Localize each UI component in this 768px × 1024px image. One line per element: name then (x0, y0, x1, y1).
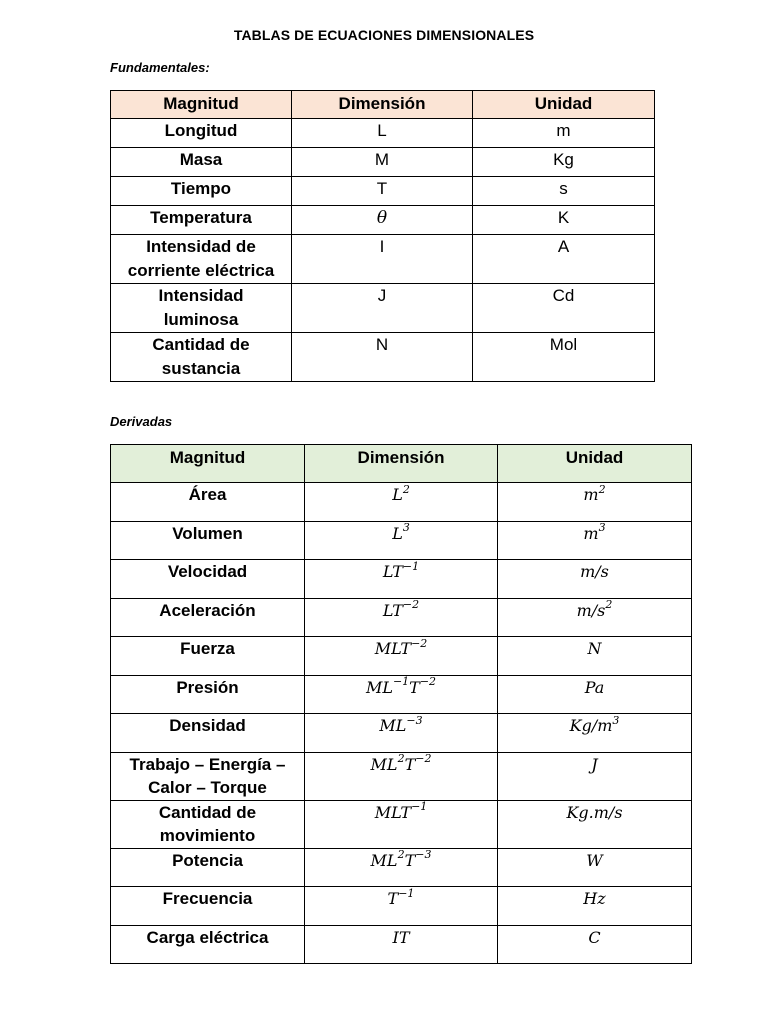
symbol: ML (370, 850, 398, 870)
unidad-cell (498, 675, 692, 714)
unidad-cell: Cd (473, 284, 655, 333)
table-row (111, 848, 692, 887)
unidad-cell (498, 848, 692, 887)
magnitud-cell (111, 752, 305, 800)
fundamentales-heading: Fundamentales: (110, 60, 210, 75)
magnitud-cell: Presión (111, 675, 305, 714)
derivadas-heading: Derivadas (110, 414, 173, 429)
exponent: −1 (398, 886, 415, 900)
magnitud-cell: Tiempo (111, 177, 292, 206)
magnitud-cell: Temperatura (111, 206, 292, 235)
table-row (111, 521, 692, 560)
magnitud-cell: Carga eléctrica (111, 925, 305, 964)
dimension-cell (305, 752, 498, 800)
magnitud-cell: Aceleración (111, 598, 305, 637)
magnitud-cell: Fuerza (111, 637, 305, 676)
dimension-cell (305, 925, 498, 964)
table-row (111, 637, 692, 676)
symbol: T (387, 889, 399, 908)
dimension-cell (305, 521, 498, 560)
dimension-cell (305, 848, 498, 887)
symbol: Hz (583, 889, 606, 908)
symbol: MLT (374, 802, 412, 822)
symbol: W (586, 850, 603, 870)
exponent: −1 (411, 800, 428, 814)
magnitud-line: sustancia (161, 359, 241, 378)
magnitud-line: Cantidad de (158, 802, 257, 822)
magnitud-line: movimiento (159, 825, 256, 845)
dimension-cell (305, 714, 498, 753)
symbol: LT (382, 562, 403, 581)
dimension-cell (305, 598, 498, 637)
dimension-cell (305, 637, 498, 676)
header-unidad: Unidad (473, 91, 655, 119)
exponent: −3 (415, 848, 432, 862)
exponent: 2 (397, 752, 405, 766)
exponent: −2 (411, 636, 428, 650)
magnitud-line: Calor – Torque (148, 777, 267, 797)
exponent: 2 (397, 848, 405, 862)
fundamentales-table (110, 90, 655, 382)
exponent: 2 (402, 482, 410, 496)
unidad-cell: A (473, 235, 655, 284)
table-row (111, 483, 692, 522)
dimension-cell (305, 560, 498, 599)
exponent: −2 (415, 752, 432, 766)
symbol: m/s (580, 562, 609, 581)
exponent: 3 (612, 713, 620, 727)
unidad-cell (498, 521, 692, 560)
symbol: MLT (374, 639, 412, 658)
derivadas-table (110, 444, 692, 964)
symbol: Kg.m/s (566, 802, 623, 822)
symbol: T (404, 850, 416, 870)
unidad-cell (498, 800, 692, 848)
dimension-cell (305, 675, 498, 714)
magnitud-line: Cantidad de (152, 335, 250, 354)
table-row (111, 714, 692, 753)
table-row (111, 148, 655, 177)
dimension-cell (305, 887, 498, 926)
symbol: Kg/m (569, 716, 613, 735)
magnitud-line: Intensidad (158, 286, 244, 305)
dimension-cell: L (292, 119, 473, 148)
unidad-cell: m (473, 119, 655, 148)
symbol: m/s (576, 600, 606, 620)
magnitud-cell: Longitud (111, 119, 292, 148)
table-row (111, 800, 692, 848)
symbol: m (583, 523, 599, 543)
symbol: ML (370, 754, 398, 774)
symbol: C (588, 927, 601, 947)
magnitud-line: corriente eléctrica (127, 261, 275, 280)
dimension-cell: M (292, 148, 473, 177)
unidad-cell (498, 598, 692, 637)
dimension-cell: θ (292, 206, 473, 235)
symbol: L (392, 485, 403, 504)
magnitud-cell: Masa (111, 148, 292, 177)
magnitud-cell: Volumen (111, 521, 305, 560)
exponent: −3 (406, 713, 423, 727)
exponent: −1 (392, 675, 410, 689)
magnitud-cell (111, 800, 305, 848)
symbol: L (392, 523, 403, 543)
table-row (111, 119, 655, 148)
dimension-cell (305, 800, 498, 848)
exponent: 3 (598, 521, 606, 535)
dimension-cell: J (292, 284, 473, 333)
unidad-cell (498, 714, 692, 753)
symbol: m (583, 485, 599, 504)
header-magnitud: Magnitud (111, 445, 305, 483)
exponent: −1 (402, 559, 420, 573)
table-row (111, 560, 692, 599)
magnitud-cell: Densidad (111, 714, 305, 753)
table-row (111, 206, 655, 235)
table-row (111, 284, 655, 333)
symbol: Pa (584, 677, 605, 697)
unidad-cell (498, 887, 692, 926)
header-unidad: Unidad (498, 445, 692, 483)
header-magnitud: Magnitud (111, 91, 292, 119)
dimension-cell: I (292, 235, 473, 284)
dimension-cell: N (292, 333, 473, 382)
unidad-cell (498, 637, 692, 676)
symbol: ML (365, 677, 393, 697)
exponent: −2 (402, 598, 420, 612)
table-row (111, 675, 692, 714)
symbol: N (587, 639, 602, 658)
exponent: 2 (598, 482, 606, 496)
table-header-row (111, 91, 655, 119)
table-row (111, 235, 655, 284)
document-title: TABLAS DE ECUACIONES DIMENSIONALES (233, 27, 535, 43)
magnitud-line: Trabajo – Energía – (129, 754, 286, 774)
magnitud-cell (111, 284, 292, 333)
header-dimension: Dimensión (305, 445, 498, 483)
dimension-cell (305, 483, 498, 522)
dimension-cell: T (292, 177, 473, 206)
header-dimension: Dimensión (292, 91, 473, 119)
magnitud-cell: Frecuencia (111, 887, 305, 926)
symbol: LT (382, 600, 403, 620)
table-row (111, 887, 692, 926)
unidad-cell (498, 483, 692, 522)
magnitud-cell: Área (111, 483, 305, 522)
magnitud-line: Intensidad de (146, 237, 256, 256)
unidad-cell: K (473, 206, 655, 235)
magnitud-line: luminosa (163, 310, 239, 329)
table-row (111, 598, 692, 637)
unidad-cell (498, 925, 692, 964)
unidad-cell (498, 560, 692, 599)
unidad-cell: Mol (473, 333, 655, 382)
table-row (111, 752, 692, 800)
symbol: IT (392, 927, 410, 947)
table-header-row (111, 445, 692, 483)
table-row (111, 333, 655, 382)
table-row (111, 925, 692, 964)
symbol: ML (379, 716, 407, 735)
magnitud-cell: Potencia (111, 848, 305, 887)
unidad-cell: Kg (473, 148, 655, 177)
unidad-cell: s (473, 177, 655, 206)
exponent: 2 (605, 598, 613, 612)
magnitud-cell (111, 333, 292, 382)
exponent: 3 (402, 521, 410, 535)
symbol: T (409, 677, 420, 697)
unidad-cell (498, 752, 692, 800)
symbol: T (404, 754, 416, 774)
magnitud-cell: Velocidad (111, 560, 305, 599)
magnitud-cell (111, 235, 292, 284)
exponent: −2 (419, 675, 437, 689)
symbol: J (591, 754, 598, 774)
table-row (111, 177, 655, 206)
